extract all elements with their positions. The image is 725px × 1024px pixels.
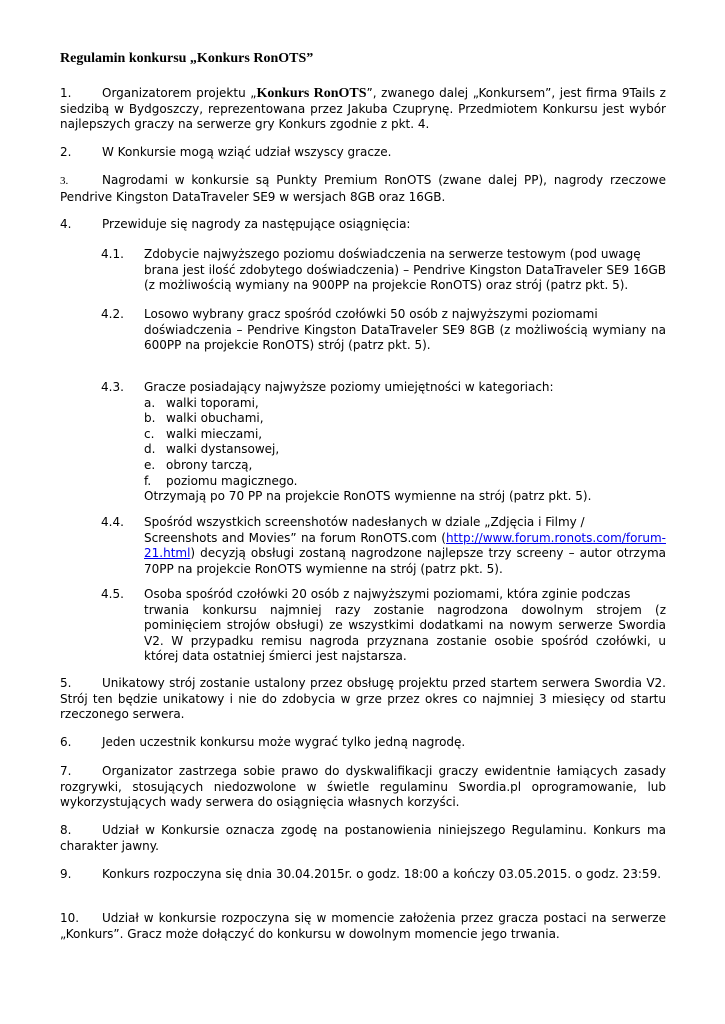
- list-item-text: walki obuchami,: [166, 411, 264, 426]
- paragraph-5: [60, 676, 666, 723]
- subpoint-first-line: [101, 380, 666, 396]
- subpoint-4-1: [101, 247, 666, 294]
- subpoint-4-5: [101, 587, 666, 665]
- brand-name: Konkurs RonOTS: [256, 86, 367, 101]
- paragraph-text: Konkurs rozpoczyna się dnia 30.04.2015r. o godz. 18:00 a kończy 03.05.2015. o godz. 23:59.: [102, 867, 662, 881]
- subpoint-number: 4.1.: [101, 247, 124, 261]
- subpoint-continuation: [101, 531, 666, 578]
- list-item-label: c.: [144, 426, 155, 441]
- paragraph-text: Unikatowy strój zostanie ustalony przez obsługę projektu przed startem serwera Swordia V2. Strój ten będzie unikatowy i nie do zdobycia w grze przez okres co najmniej 3 miesięcy od startu rzeczonego serwera.: [60, 676, 666, 722]
- list-item-text: poziomu magicznego.: [166, 473, 298, 488]
- list-item-text: walki mieczami,: [166, 426, 263, 441]
- skill-category-list: [101, 396, 666, 490]
- list-item-text: walki dystansowej,: [166, 442, 280, 457]
- paragraph-text: Udział w Konkursie oznacza zgodę na postanowienia niniejszego Regulaminu. Konkurs ma charakter jawny.: [60, 823, 666, 853]
- paragraph-text: Udział w konkursie rozpoczyna się w momencie założenia przez gracza postaci na serwerze „Konkurs”. Gracz może dołączyć do konkursu w dowolnym momencie jego trwania.: [60, 911, 666, 941]
- subpoint-continuation: trwania konkursu najmniej razy zostanie nagrodzona dowolnym strojem (z pominięciem strojów obsługi) ze wszystkimi dodatkami na nowym serwerze Swordia V2. W przypadku remisu nagroda przyznana zostanie osobie spośród czołówki, u której data ostatniej śmierci jest najstarsza.: [144, 602, 666, 664]
- list-item-label: d.: [144, 442, 156, 457]
- subpoint-first-line: [101, 587, 666, 603]
- subpoint-number: 4.3.: [101, 380, 124, 394]
- paragraph-number: 2.: [60, 145, 72, 159]
- list-item: [144, 427, 666, 443]
- subpoint-continuation: doświadczenia – Pendrive Kingston DataTraveler SE9 8GB (z możliwością wymiany na 600PP na projekcie RonOTS) strój (patrz pkt. 5).: [144, 322, 666, 353]
- paragraph-text-before: Organizatorem projektu „: [102, 86, 257, 100]
- paragraph-number: 3.: [60, 175, 69, 187]
- paragraph-text: Przewiduje się nagrody za następujące osiągnięcia:: [102, 217, 411, 231]
- paragraph-text: W Konkursie mogą wziąć udział wszyscy gracze.: [102, 145, 392, 159]
- list-item-label: f.: [144, 473, 152, 488]
- paragraph-2: [60, 145, 666, 161]
- paragraph-8: [60, 823, 666, 854]
- subpoint-text: Spośród wszystkich screenshotów nadesłanych w dziale „Zdjęcia i Filmy /: [144, 515, 585, 529]
- paragraph-6: [60, 735, 666, 751]
- paragraph-10: [60, 911, 666, 942]
- subpoint-first-line: [101, 515, 666, 531]
- paragraph-text: Nagrodami w konkursie są Punkty Premium RonOTS (zwane dalej PP), nagrody rzeczowe Pendrive Kingston DataTraveler SE9 w wersjach 8GB oraz 16GB.: [60, 173, 666, 204]
- paragraph-number: 6.: [60, 735, 72, 749]
- subpoint-4-3: [101, 380, 666, 505]
- list-item-text: walki toporami,: [166, 395, 259, 410]
- subpoint-text: Osoba spośród czołówki 20 osób z najwyższymi poziomami, która zginie podczas: [144, 587, 631, 601]
- list-item: [144, 396, 666, 412]
- paragraph-number: 4.: [60, 217, 72, 231]
- paragraph-7: [60, 764, 666, 811]
- continuation-text-after: ) decyzją obsługi zostaną nagrodzone najlepsze trzy screeny – autor otrzyma 70PP na projekcie RonOTS wymienne na strój (patrz pkt. 5).: [144, 546, 666, 576]
- subpoint-number: 4.4.: [101, 515, 124, 529]
- subpoint-4-2: [101, 307, 666, 354]
- paragraph-text: Jeden uczestnik konkursu może wygrać tylko jedną nagrodę.: [102, 735, 466, 749]
- document-title: Regulamin konkursu „Konkurs RonOTS”: [60, 51, 314, 66]
- paragraph-9: [60, 867, 666, 883]
- subpoint-first-line: [101, 307, 666, 323]
- subpoint-4-4: [101, 515, 666, 577]
- forum-link[interactable]: http://www.forum.ronots.com/forum-21.html: [144, 530, 666, 561]
- subpoint-number: 4.2.: [101, 307, 124, 321]
- paragraph-text: Organizator zastrzega sobie prawo do dyskwalifikacji graczy ewidentnie łamiących zasady rozgrywki, stosujących niedozwolone w świetle regulaminu Swordia.pl oprogramowanie, lub wykorzystujących wady serwera do osiągnięcia własnych korzyści.: [60, 764, 666, 810]
- paragraph-number: 9.: [60, 867, 72, 881]
- paragraph-number: 7.: [60, 764, 72, 778]
- list-item: [144, 411, 666, 427]
- paragraph-number: 1.: [60, 86, 72, 100]
- paragraph-number: 8.: [60, 823, 72, 837]
- list-item-label: b.: [144, 411, 156, 426]
- paragraph-1: [60, 86, 666, 133]
- paragraph-number: 5.: [60, 676, 72, 690]
- list-item: [144, 442, 666, 458]
- subpoint-text: Zdobycie najwyższego poziomu doświadczenia na serwerze testowym (pod uwagę: [144, 247, 641, 261]
- paragraph-4: [60, 217, 666, 233]
- list-item-label: a.: [144, 395, 156, 410]
- subpoint-text: Gracze posiadający najwyższe poziomy umiejętności w kategoriach:: [144, 380, 554, 394]
- paragraph-3: [60, 173, 666, 205]
- list-item-label: e.: [144, 457, 156, 472]
- paragraph-text-after: ”, zwanego dalej „Konkursem”, jest firma 9Tails z siedzibą w Bydgoszczy, reprezentowana przez Jakuba Czuprynę. Przedmiotem Konkursu jest wybór najlepszych graczy na serwerze gry Konkurs zgodnie z pkt. 4.: [60, 86, 666, 132]
- list-item: [144, 458, 666, 474]
- subpoint-number: 4.5.: [101, 587, 124, 601]
- list-item: [144, 474, 666, 490]
- list-item-text: obrony tarczą,: [166, 457, 253, 472]
- continuation-text-before: Screenshots and Movies” na forum RonOTS.com (: [144, 530, 446, 545]
- subpoint-text: Losowo wybrany gracz spośród czołówki 50 osób z najwyższymi poziomami: [144, 307, 598, 321]
- subpoint-continuation: brana jest ilość zdobytego doświadczenia) – Pendrive Kingston DataTraveler SE9 16GB (z możliwością wymiany na 900PP na projekcie RonOTS) oraz strój (patrz pkt. 5).: [144, 262, 666, 293]
- subpoint-closing: Otrzymają po 70 PP na projekcie RonOTS wymienne na strój (patrz pkt. 5).: [144, 489, 592, 504]
- subpoint-first-line: [101, 247, 666, 263]
- paragraph-number: 10.: [60, 911, 80, 925]
